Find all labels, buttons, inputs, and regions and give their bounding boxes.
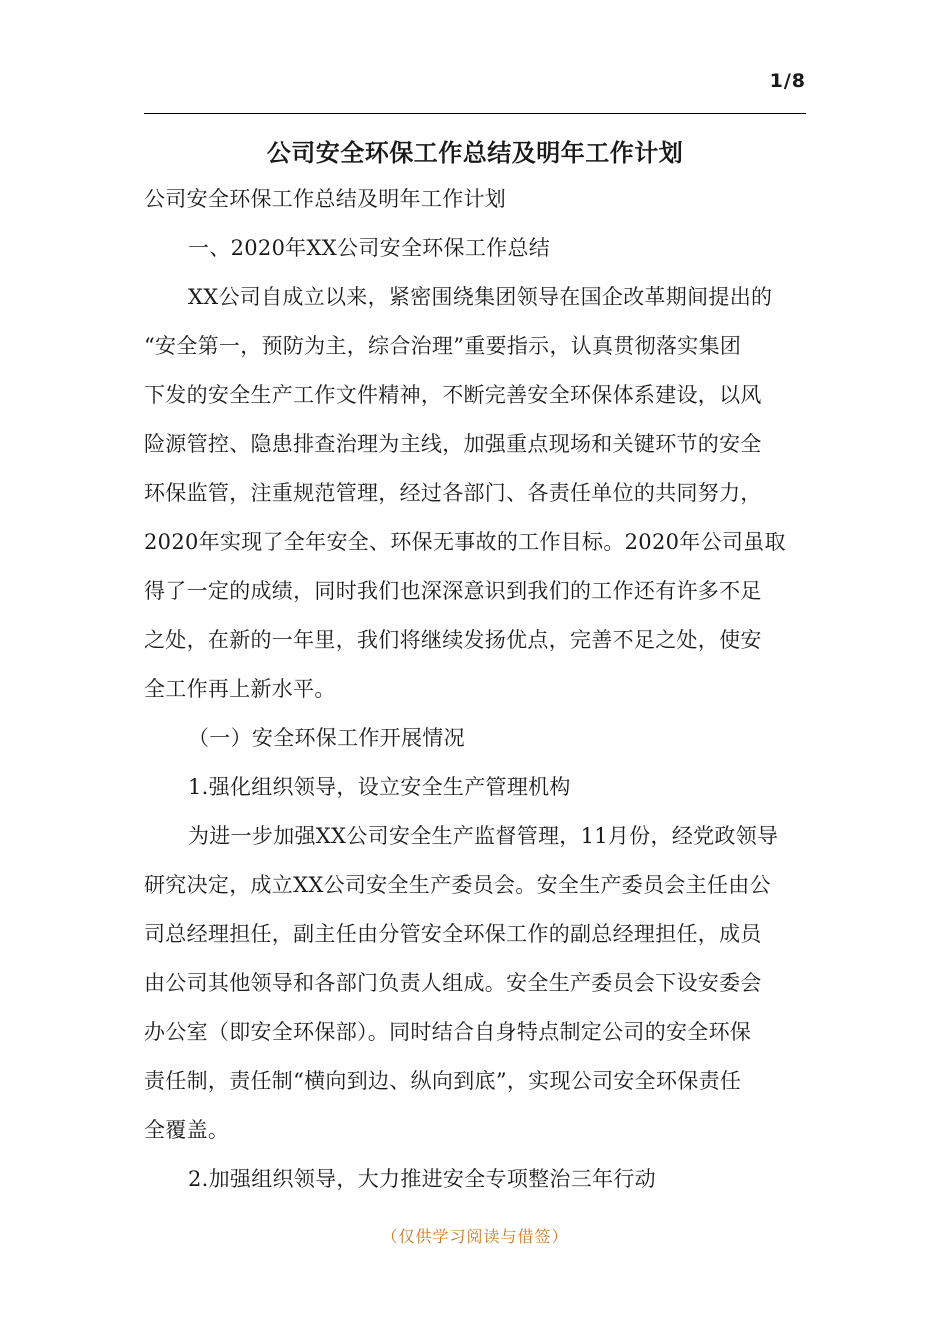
footer-note: （仅供学习阅读与借签） [381, 1227, 569, 1246]
header-divider [144, 113, 806, 114]
paragraph-line: 2020年实现了全年安全、环保无事故的工作目标。2020年公司虽取 [144, 530, 786, 554]
paragraph-line: （一）安全环保工作开展情况 [188, 726, 465, 750]
paragraph-line: 1.强化组织领导，设立安全生产管理机构 [188, 775, 571, 799]
paragraph [144, 224, 806, 273]
paragraph-line: 办公室（即安全环保部）。同时结合自身特点制定公司的安全环保 [144, 1020, 752, 1044]
paragraph [144, 175, 806, 224]
paragraph-line: 下发的安全生产工作文件精神，不断完善安全环保体系建设，以风 [144, 383, 762, 407]
paragraph [144, 273, 806, 714]
paragraph-line: 得了一定的成绩，同时我们也深深意识到我们的工作还有许多不足 [144, 579, 762, 603]
paragraph-line: 为进一步加强XX公司安全生产监督管理，11月份，经党政领导 [188, 824, 779, 848]
paragraph-line: 之处，在新的一年里，我们将继续发扬优点，完善不足之处，使安 [144, 628, 762, 652]
paragraph-line: 全工作再上新水平。 [144, 677, 336, 701]
paragraph [144, 714, 806, 763]
document-body [144, 131, 806, 1204]
paragraph-line: XX公司自成立以来，紧密围绕集团领导在国企改革期间提出的 [188, 285, 773, 309]
paragraph-line: 险源管控、隐患排查治理为主线，加强重点现场和关键环节的安全 [144, 432, 762, 456]
page-number: 1/8 [769, 70, 806, 92]
paragraph-line: 全覆盖。 [144, 1118, 230, 1142]
paragraph-line: 2.加强组织领导，大力推进安全专项整治三年行动 [188, 1167, 656, 1191]
paragraph-line: 公司安全环保工作总结及明年工作计划 [144, 187, 507, 211]
paragraph [144, 1155, 806, 1204]
paragraph-line: “安全第一，预防为主，综合治理”重要指示，认真贯彻落实集团 [144, 334, 742, 358]
paragraph-line: 由公司其他领导和各部门负责人组成。安全生产委员会下设安委会 [144, 971, 762, 995]
paragraph-line: 司总经理担任，副主任由分管安全环保工作的副总经理担任，成员 [144, 922, 762, 946]
paragraph-line: 环保监管，注重规范管理，经过各部门、各责任单位的共同努力， [144, 481, 762, 505]
paragraph [144, 763, 806, 812]
paragraph [144, 812, 806, 1155]
paragraph-list [144, 175, 806, 1204]
paragraph-line: 研究决定，成立XX公司安全生产委员会。安全生产委员会主任由公 [144, 873, 771, 897]
paragraph-line: 一、2020年XX公司安全环保工作总结 [188, 236, 551, 260]
document-title: 公司安全环保工作总结及明年工作计划 [266, 139, 684, 167]
paragraph-line: 责任制，责任制“横向到边、纵向到底”，实现公司安全环保责任 [144, 1069, 742, 1093]
